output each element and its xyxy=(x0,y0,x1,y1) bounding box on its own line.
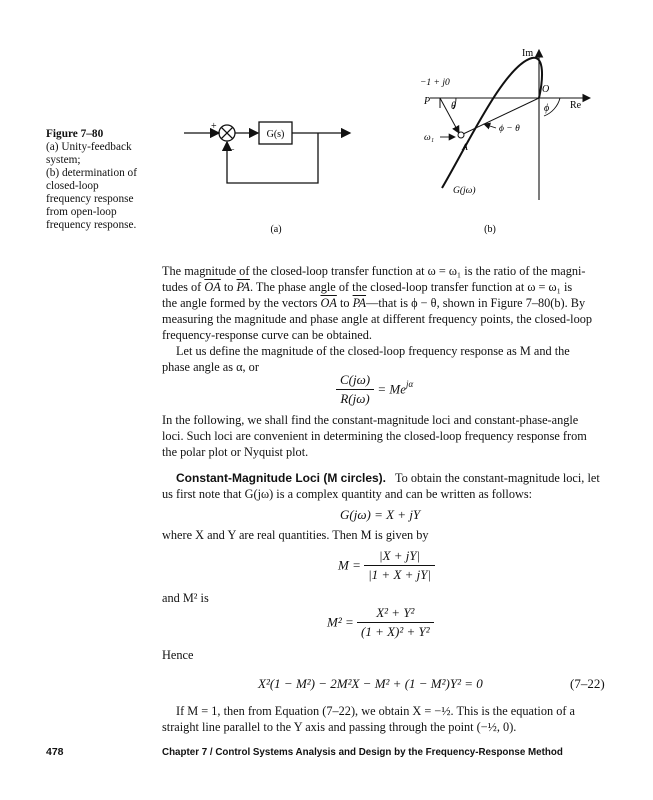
paragraph-line: The magnitude of the closed-loop transfer function at ω = ω₁ is the ratio of the magni- xyxy=(162,264,586,278)
sum-minus-sign: − xyxy=(229,145,235,156)
figure-caption-title: Figure 7–80 xyxy=(46,128,104,140)
equation-M-squared xyxy=(327,605,434,640)
paragraph-3 xyxy=(162,412,612,460)
Gjw-label: G(jω) xyxy=(453,186,476,196)
paragraph-5 xyxy=(162,527,612,543)
eq4-lhs: M² = xyxy=(327,614,354,630)
paragraph-line: If M = 1, then from Equation (7–22), we obtain X = −½. This is the equation of a xyxy=(176,704,575,718)
paragraph-line: straight line parallel to the Y axis and passing through the point (−½, 0). xyxy=(162,720,517,734)
eq3-numerator: |X + jY| xyxy=(364,548,435,566)
point-A xyxy=(458,132,464,138)
eq3-denominator: |1 + X + jY| xyxy=(368,567,432,582)
phi-theta-pointer xyxy=(484,124,496,128)
equation-M xyxy=(338,548,435,583)
label-b: (b) xyxy=(484,224,496,235)
phi-label: ϕ xyxy=(544,103,550,114)
paragraph-line: Constant-Magnitude Loci (M circles). To obtain the constant-magnitude loci, let xyxy=(176,471,600,485)
paragraph-line: and M² is xyxy=(162,591,209,605)
label-a: (a) xyxy=(270,224,282,235)
equation-closed-loop xyxy=(336,372,413,407)
figure-caption-line: (b) determination of xyxy=(46,167,137,179)
equation-G: G(jω) = X + jY xyxy=(340,507,421,522)
equation-number: (7–22) xyxy=(570,676,605,691)
figure-caption-line: from open-loop xyxy=(46,206,117,218)
vector-PA xyxy=(440,98,459,133)
O-label: O xyxy=(542,84,550,95)
section-heading: Constant-Magnitude Loci (M circles). xyxy=(176,471,387,485)
eq1-numerator: C(jω) xyxy=(336,372,374,390)
paragraph-line: the angle formed by the vectors $\overline{OA}$ to $\overline{PA}—that$ is ϕ − θ, shown in Figure 7–80(b). By xyxy=(162,296,586,310)
eq4-numerator: X² + Y² xyxy=(357,605,434,623)
paragraph-8 xyxy=(162,703,612,735)
paragraph-7 xyxy=(162,647,612,663)
nyquist-curve xyxy=(442,58,542,188)
paragraph-line: Hence xyxy=(162,648,194,662)
block-label: G(s) xyxy=(266,129,285,140)
paragraph-line: the polar plot or Nyquist plot. xyxy=(162,445,309,459)
paragraph-line: loci. Such loci are convenient in determining the closed-loop frequency response from xyxy=(162,429,587,443)
eq1-denominator: R(jω) xyxy=(340,391,370,406)
sum-plus-sign: + xyxy=(211,121,217,132)
eq4-denominator: (1 + X)² + Y² xyxy=(361,624,430,639)
axis-im-label: Im xyxy=(522,48,534,59)
paragraph-1 xyxy=(162,263,612,375)
phi-minus-theta-label: ϕ − θ xyxy=(499,124,520,134)
figure-caption-line: frequency response. xyxy=(46,219,137,231)
figure-caption-line: system; xyxy=(46,154,81,166)
A-label: A xyxy=(462,143,468,153)
figure-diagrams xyxy=(0,0,653,250)
equation-7-22: X²(1 − M²) − 2M²X − M² + (1 − M²)Y² = 0 xyxy=(258,676,483,691)
paragraph-line: frequency-response curve can be obtained. xyxy=(162,328,372,342)
eq1-superscript: jα xyxy=(406,378,414,389)
feedback-path xyxy=(227,133,318,183)
paragraph-line: Let us define the magnitude of the closed-loop frequency response as M and the xyxy=(176,344,570,358)
eq3-lhs: M = xyxy=(338,557,361,573)
vector-PA-text: $\overline{PA}$ xyxy=(236,280,250,294)
vector-OA-text: $\overline{OA}$ xyxy=(204,280,221,294)
P-label: P xyxy=(424,96,431,107)
running-footer: Chapter 7 / Control Systems Analysis and Design by the Frequency-Response Method xyxy=(162,747,563,758)
figure-caption-line: frequency response xyxy=(46,193,134,205)
paragraph-line: In the following, we shall find the constant-magnitude loci and constant-phase-angle xyxy=(162,413,579,427)
page-number: 478 xyxy=(46,746,64,758)
paragraph-6 xyxy=(162,590,612,606)
axis-re-label: Re xyxy=(570,100,582,111)
minus-one-point-label: −1 + j0 xyxy=(420,78,450,88)
paragraph-line: measuring the magnitude and phase angle at different frequency points, the closed-loop xyxy=(162,312,593,326)
paragraph-line: tudes of $\overline{OA}$ to $\overline{PA}$. The phase angle of the closed-loop transfer function at ω = ω₁ is xyxy=(162,280,573,294)
figure-caption-line: closed-loop xyxy=(46,180,99,192)
paragraph-line: where X and Y are real quantities. Then M is given by xyxy=(162,528,429,542)
figure-caption-line: (a) Unity-feedback xyxy=(46,141,132,153)
theta-label: θ xyxy=(451,101,456,112)
omega1-label: ω₁ xyxy=(424,133,435,143)
paragraph-line: us first note that G(jω) is a complex quantity and can be written as follows: xyxy=(162,487,533,501)
paragraph-line: phase angle as α, or xyxy=(162,360,259,374)
paragraph-4 xyxy=(162,470,612,502)
eq1-rhs: = Me xyxy=(377,381,406,397)
